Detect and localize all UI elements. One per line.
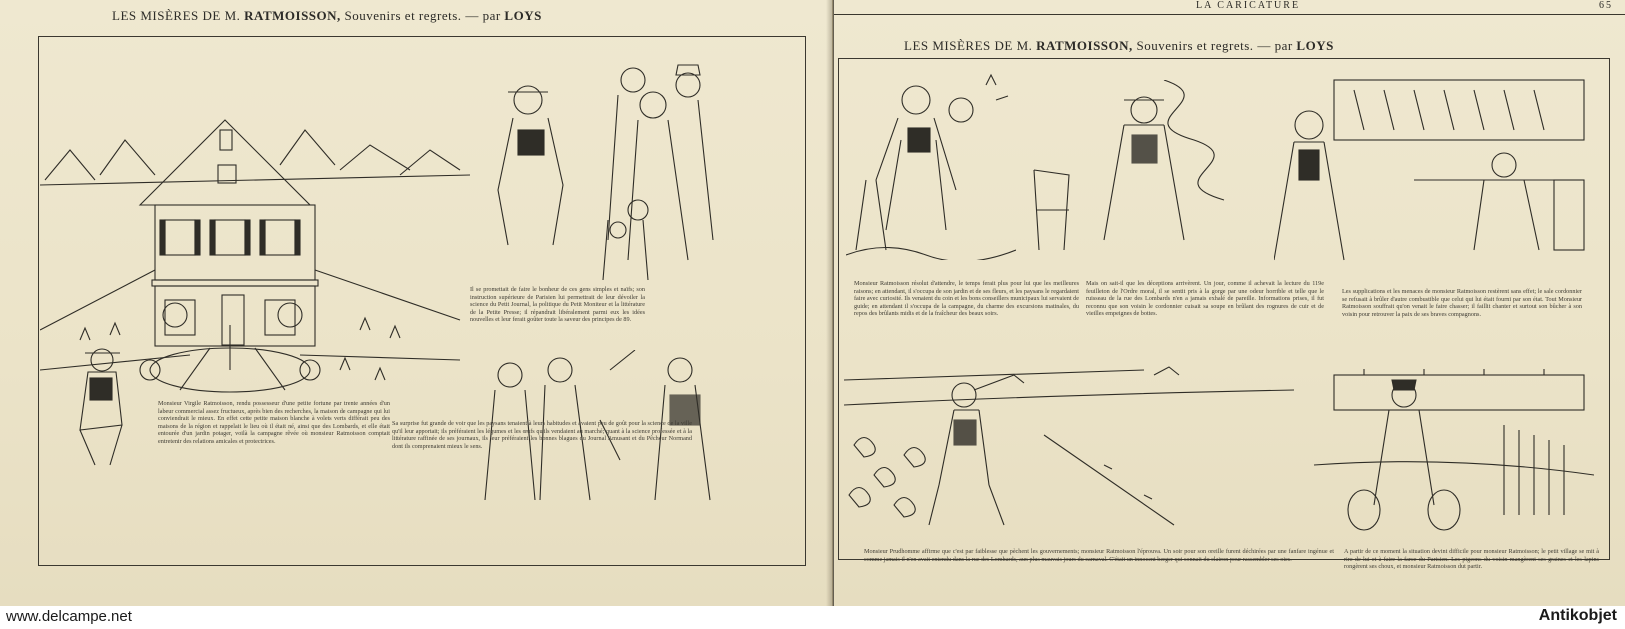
left-caption-2: Monsieur Virgile Ratmoisson, rendu possesseur d'une petite fortune par trente années d'un labeur commercial assez fructueux, après bien des recherches, la maison de campagne qui lui conviendrait le mieux. En effet cette petite maison blanche à volets verts différait peu des maisons de la région et rappelait le lieu où il était né, ainsi que des Lombards, et elle était entourée d'un jardin potager, voilà la campagne rêvée où monsieur Ratmoisson comptait entretenir des relations amicales et protectrices.	[158, 400, 390, 445]
page-number: 65	[1599, 0, 1613, 11]
title-author: LOYS	[1296, 38, 1334, 53]
running-head	[834, 0, 1625, 14]
left-caption-3: Sa surprise fut grande de voir que les paysans tenaient à leurs habitudes et avaient peu de goût pour la science de la ville qu'il leur apportait; ils préféraient les légumes et les œufs qu'ils vendaient au marché; quant à la science professée et à la littérature raffinée de ses journaux, ils leur préféraient les bonnes blagues du Journal Amusant et du Pêcheur Normand dont ils comprenaient mieux le sens.	[392, 420, 692, 450]
villagers-illustration	[478, 60, 738, 290]
left-page-title	[112, 8, 542, 24]
title-prefix: LES MISÈRES DE M.	[112, 8, 241, 23]
title-subtitle: Souvenirs et regrets.	[344, 8, 462, 23]
title-author: LOYS	[504, 8, 542, 23]
title-by: — par	[1257, 38, 1293, 53]
footer-bar	[0, 606, 1625, 629]
title-by: — par	[465, 8, 501, 23]
right-page	[834, 0, 1625, 606]
shepherd-bugle-illustration	[844, 365, 1294, 540]
running-head-rule	[834, 14, 1625, 15]
right-caption-2: Mais on sait-il que les déceptions arrivèrent. Un jour, comme il achevait la lecture du 119e feuilleton de l'Ordre moral, il se sentit pris à la gorge par une odeur horrible et telle que le ruisseau de la rue des Lombards n'en a jamais exhalé de pareille. Informations prises, il fut reconnu que son voisin le cordonnier cuisait sa soupe en brûlant des rognures de cuir et de vieilles empeignes de bottes.	[1086, 280, 1324, 318]
title-name: RATMOISSON,	[1036, 38, 1133, 53]
cobbler-illustration	[1274, 70, 1594, 270]
title-subtitle: Souvenirs et regrets.	[1136, 38, 1254, 53]
chair-sniffing-illustration	[1024, 80, 1264, 270]
publication-title: LA CARICATURE	[1196, 0, 1301, 11]
right-caption-1: Monsieur Ratmoisson résolut d'attendre, le temps ferait plus pour lui que les meilleures raisons; en attendant, il s'occupa de son jardin et de ses fleurs, et les paysans le regardaient faire avec curiosité. Ils venaient du coin et les bons conseillers municipaux lui servaient de guide; en attendant il s'occupa de la campagne, du charme des excursions matinales, du repos des brûlants midis et de la fraîcheur des beaux soirs.	[854, 280, 1079, 318]
right-caption-5: A partir de ce moment la situation devint difficile pour monsieur Ratmoisson; le petit village se mit à rire de lui et à faire la farce du Parisien. Les pigeons du voisin mangèrent ses graines et les lapins rongèrent ses choux, et monsieur Ratmoisson dut partir.	[1344, 548, 1599, 571]
right-page-title	[904, 38, 1334, 54]
title-prefix: LES MISÈRES DE M.	[904, 38, 1033, 53]
left-caption-1: Il se promettait de faire le bonheur de ces gens simples et naïfs; son instruction supérieure de Parisien lui permettrait de leur dévoiler la science du Petit Journal, la politique du Petit Moniteur et la littérature de la Petite Presse; il répandrait libéralement parmi eux les idées nouvelles et leur ferait goûter toute la saveur des principes de 89.	[470, 286, 645, 324]
delcampe-watermark[interactable]: www.delcampe.net	[6, 608, 132, 625]
antikobjet-watermark[interactable]: Antikobjet	[1538, 607, 1617, 624]
left-page	[0, 0, 833, 606]
title-name: RATMOISSON,	[244, 8, 341, 23]
gardening-illustration	[846, 70, 1016, 260]
departure-illustration	[1304, 365, 1594, 545]
right-caption-4: Monsieur Prudhomme affirme que c'est par faiblesse que pèchent les gouvernements; monsieur Ratmoisson l'éprouva. Un soir pour son oreille furent déchirées par une fanfare ingénue et comme jamais il n'en avait entendu dans la rue des Lombards, aux plus mauvais jours du carnaval. C'était un innocent berger qui sonnait du clairon pour rassembler ses oies.	[864, 548, 1334, 563]
right-caption-3: Les supplications et les menaces de monsieur Ratmoisson restèrent sans effet; le sale cordonnier se refusait à brûler d'autre combustible que celui qui lui était fourni par son état. Tout Monsieur Ratmoisson souffrait qu'on venait le faire chasser; il faillit chanter et surtout son bûcher à son voisin pour retrouver la paix de ses braves compagnons.	[1342, 288, 1582, 318]
